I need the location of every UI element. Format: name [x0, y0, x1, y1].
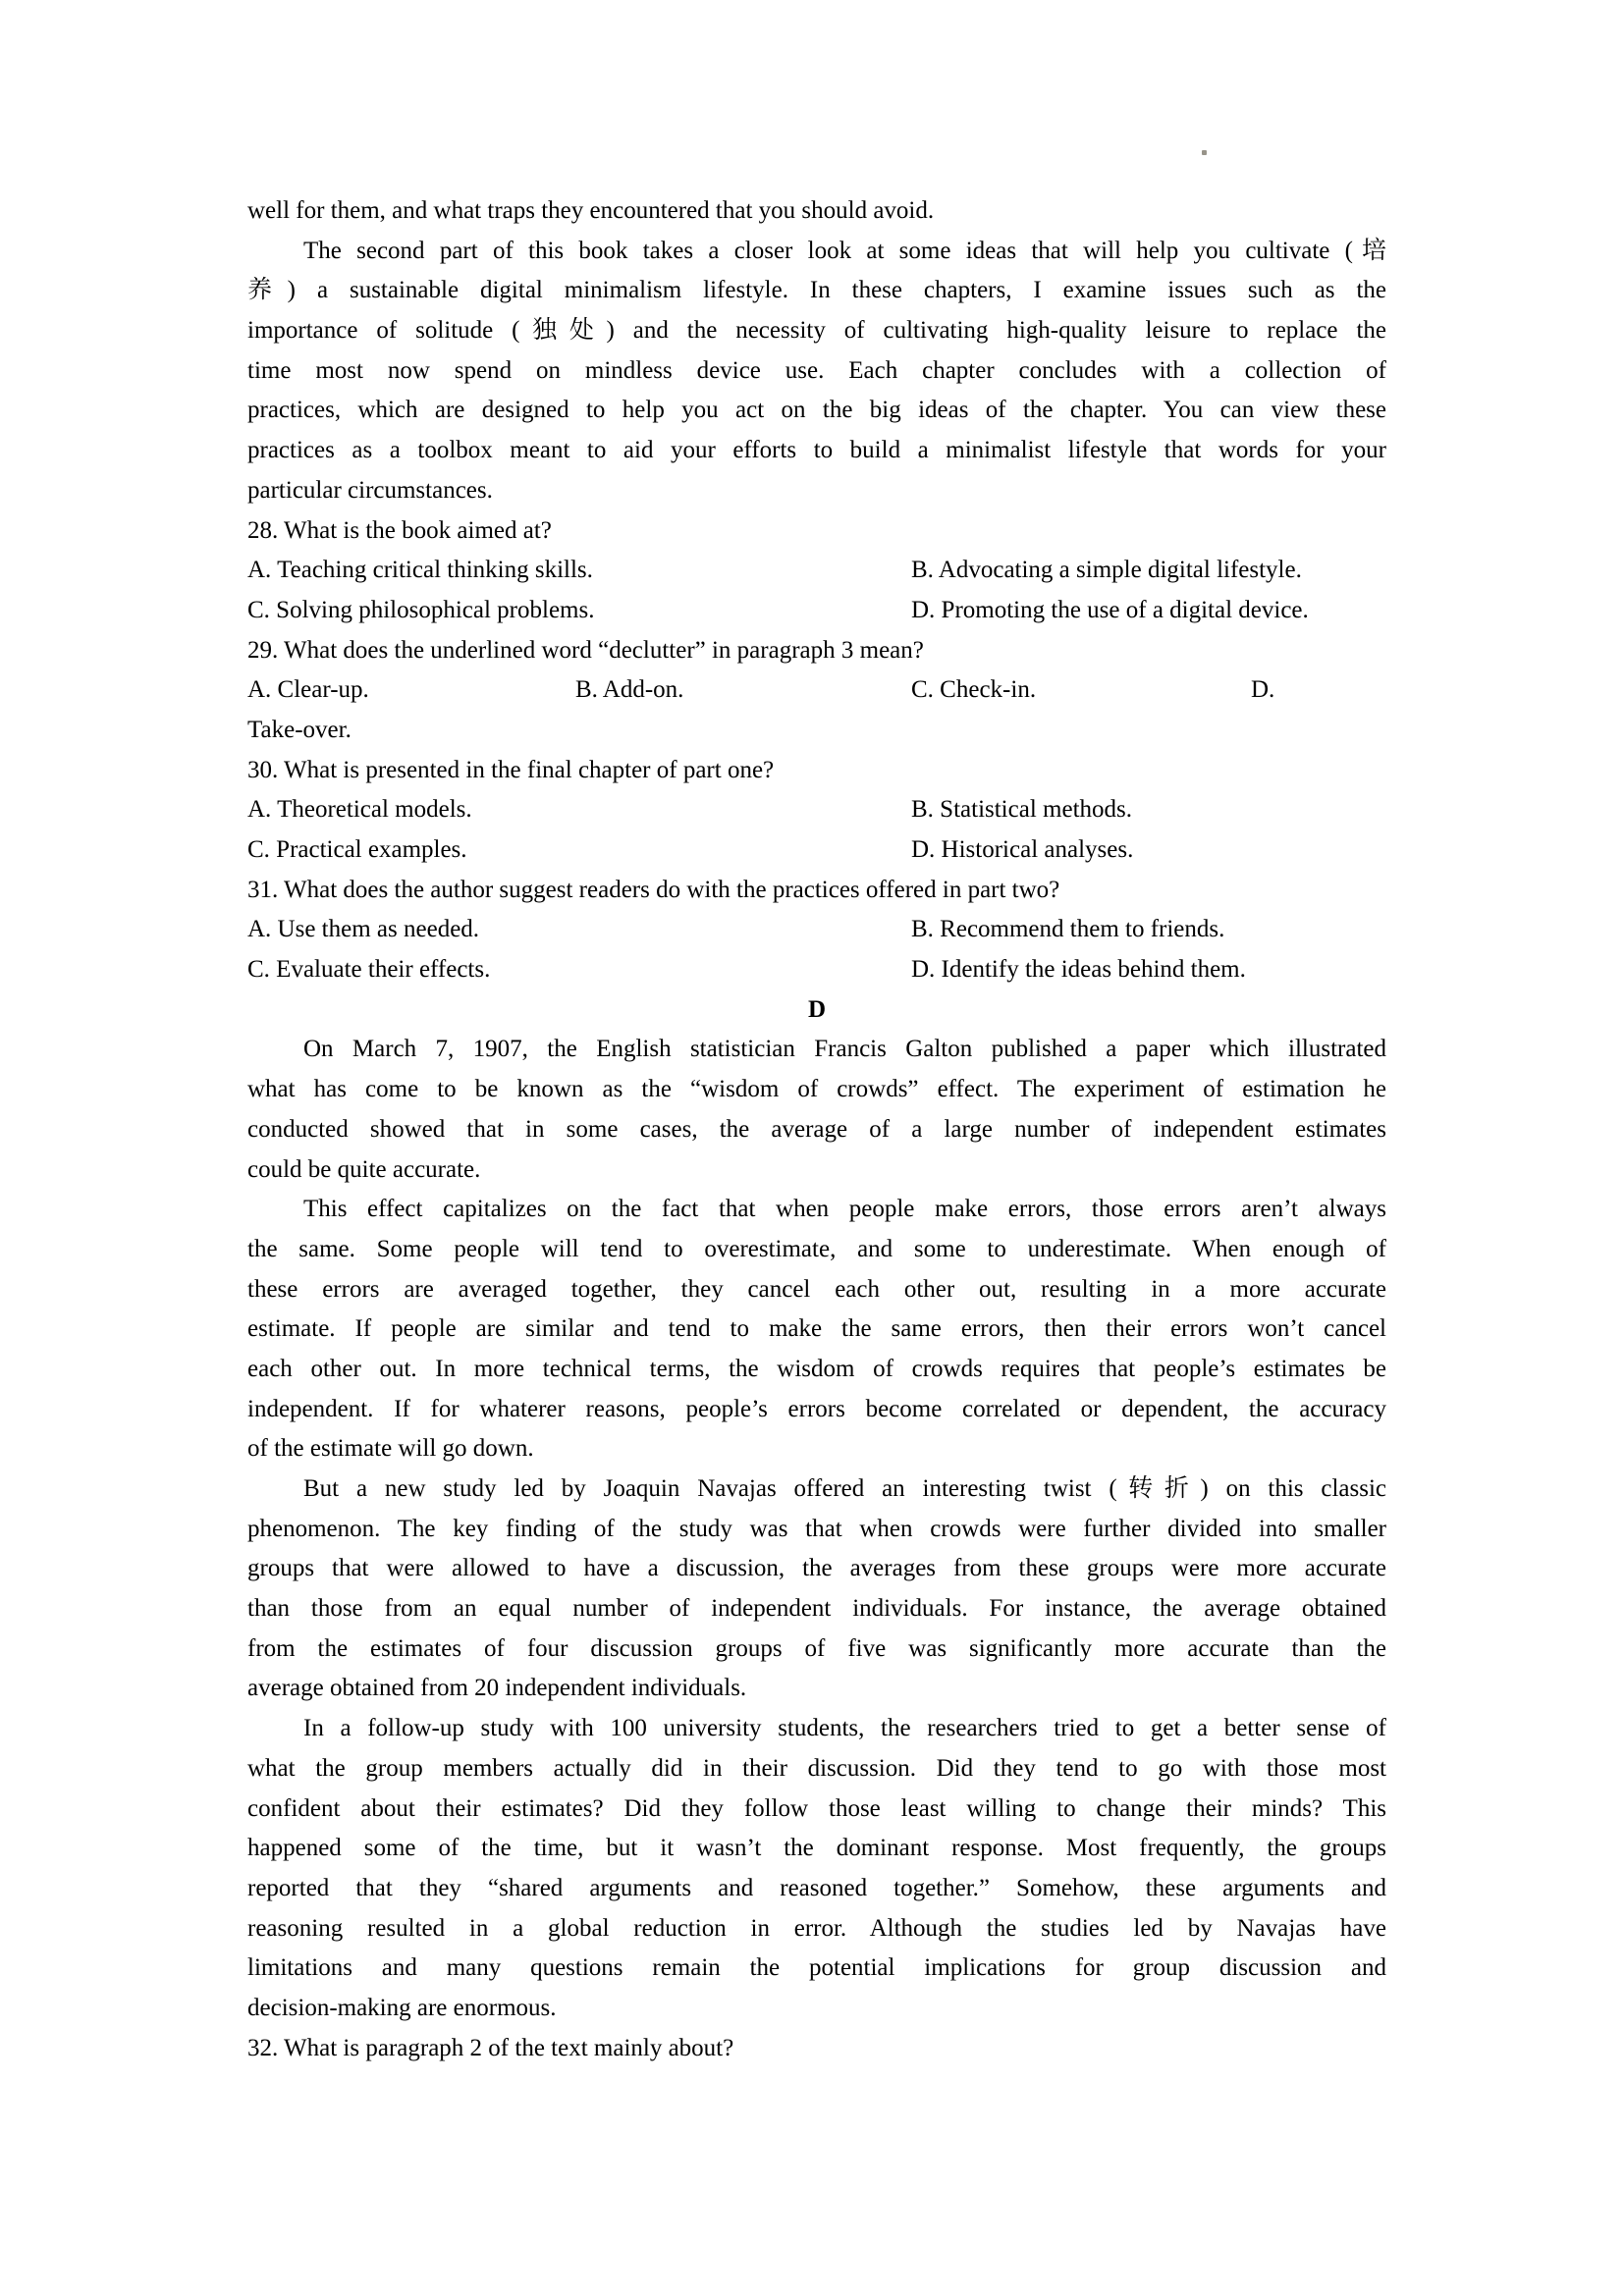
option-item: A. Teaching critical thinking skills. [247, 557, 593, 584]
question-line: 30. What is presented in the final chapter of part one? [247, 756, 775, 783]
question-line: 29. What does the underlined word “declutter” in paragraph 3 mean? [247, 636, 924, 664]
passage-line: limitations and many questions remain the potential implications for group discussion and [247, 1954, 1386, 1982]
passage-line: On March 7, 1907, the English statistician Francis Galton published a paper which illustrated [303, 1036, 1386, 1063]
option-item: B. Statistical methods. [911, 796, 1132, 824]
passage-line: estimate. If people are similar and tend to make the same errors, then their errors won’t cancel [247, 1315, 1386, 1343]
passage-line: Take-over. [247, 716, 352, 743]
options-row [247, 830, 1386, 871]
passage-line: reported that they “shared arguments and reasoned together.” Somehow, these arguments and [247, 1874, 1386, 1901]
options-row [247, 790, 1386, 830]
question-line: 28. What is the book aimed at? [247, 516, 552, 544]
option-item: B. Advocating a simple digital lifestyle. [911, 557, 1302, 584]
passage-line: conducted showed that in some cases, the average of a large number of independent estimates [247, 1115, 1386, 1143]
option-item: A. Theoretical models. [247, 796, 472, 824]
question-line: 31. What does the author suggest readers do with the practices offered in part two? [247, 876, 1060, 903]
options-row [247, 591, 1386, 631]
passage-line: from the estimates of four discussion groups of five was significantly more accurate than the [247, 1634, 1386, 1662]
passage-line: well for them, and what traps they encountered that you should avoid. [247, 197, 935, 224]
question-line: 32. What is paragraph 2 of the text mainly about? [247, 2034, 734, 2061]
passage-line: practices as a toolbox meant to aid your efforts to build a minimalist lifestyle that words for your [247, 437, 1386, 464]
passage-line: of the estimate will go down. [247, 1435, 534, 1463]
options-row [247, 670, 1386, 711]
passage-line: could be quite accurate. [247, 1155, 481, 1183]
passage-line: reasoning resulted in a global reduction in error. Although the studies led by Navajas have [247, 1914, 1386, 1942]
options-row [247, 950, 1386, 990]
passage-line: what has come to be known as the “wisdom of crowds” effect. The experiment of estimation he [247, 1076, 1386, 1103]
passage-line: these errors are averaged together, they cancel each other out, resulting in a more accurate [247, 1275, 1386, 1303]
passage-line: time most now spend on mindless device use. Each chapter concludes with a collection of [247, 356, 1386, 384]
option-item: D. Promoting the use of a digital device. [911, 596, 1309, 623]
options-row [247, 551, 1386, 591]
section-label: D [807, 995, 827, 1023]
option-item: C. Solving philosophical problems. [247, 596, 595, 623]
passage-line: than those from an equal number of independent individuals. For instance, the average obtained [247, 1595, 1386, 1623]
options-row [247, 910, 1386, 950]
option-item: A. Use them as needed. [247, 916, 480, 943]
option-item: B. Recommend them to friends. [911, 916, 1225, 943]
passage-line: particular circumstances. [247, 476, 493, 504]
document-content [247, 191, 1386, 2068]
passage-line: each other out. In more technical terms, the wisdom of crowds requires that people’s estimates be [247, 1355, 1386, 1382]
scan-artifact-dot [1202, 150, 1207, 155]
passage-line: confident about their estimates? Did they follow those least willing to change their minds? This [247, 1794, 1386, 1822]
passage-line: practices, which are designed to help you act on the big ideas of the chapter. You can view these [247, 397, 1386, 424]
passage-line: independent. If for whaterer reasons, people’s errors become correlated or dependent, the accuracy [247, 1395, 1386, 1422]
option-item: C. Evaluate their effects. [247, 956, 491, 984]
option-item: D. [1251, 676, 1275, 704]
passage-line: 养) a sustainable digital minimalism lifestyle. In these chapters, I examine issues such as the [247, 277, 1386, 304]
option-item: B. Add-on. [575, 676, 684, 704]
passage-line: groups that were allowed to have a discussion, the averages from these groups were more accurate [247, 1555, 1386, 1582]
passage-line: happened some of the time, but it wasn’t the dominant response. Most frequently, the groups [247, 1835, 1386, 1862]
option-item: D. Historical analyses. [911, 836, 1134, 863]
option-item: C. Check-in. [911, 676, 1037, 704]
passage-line: phenomenon. The key finding of the study was that when crowds were further divided into smaller [247, 1515, 1386, 1542]
passage-line: decision-making are enormous. [247, 1994, 557, 2021]
passage-line: But a new study led by Joaquin Navajas offered an interesting twist (转折) on this classic [303, 1475, 1386, 1502]
passage-line: The second part of this book takes a closer look at some ideas that will help you cultivate (培 [303, 237, 1386, 264]
passage-line: average obtained from 20 independent individuals. [247, 1675, 747, 1702]
option-item: D. Identify the ideas behind them. [911, 956, 1246, 984]
option-item: A. Clear-up. [247, 676, 369, 704]
passage-line: In a follow-up study with 100 university students, the researchers tried to get a better sense of [303, 1715, 1386, 1742]
option-item: C. Practical examples. [247, 836, 467, 863]
passage-line: importance of solitude (独处) and the necessity of cultivating high-quality leisure to replace the [247, 317, 1386, 345]
passage-line: This effect capitalizes on the fact that when people make errors, those errors aren’t always [303, 1196, 1386, 1223]
passage-line: what the group members actually did in their discussion. Did they tend to go with those most [247, 1754, 1386, 1782]
passage-line: the same. Some people will tend to overestimate, and some to underestimate. When enough of [247, 1235, 1386, 1262]
